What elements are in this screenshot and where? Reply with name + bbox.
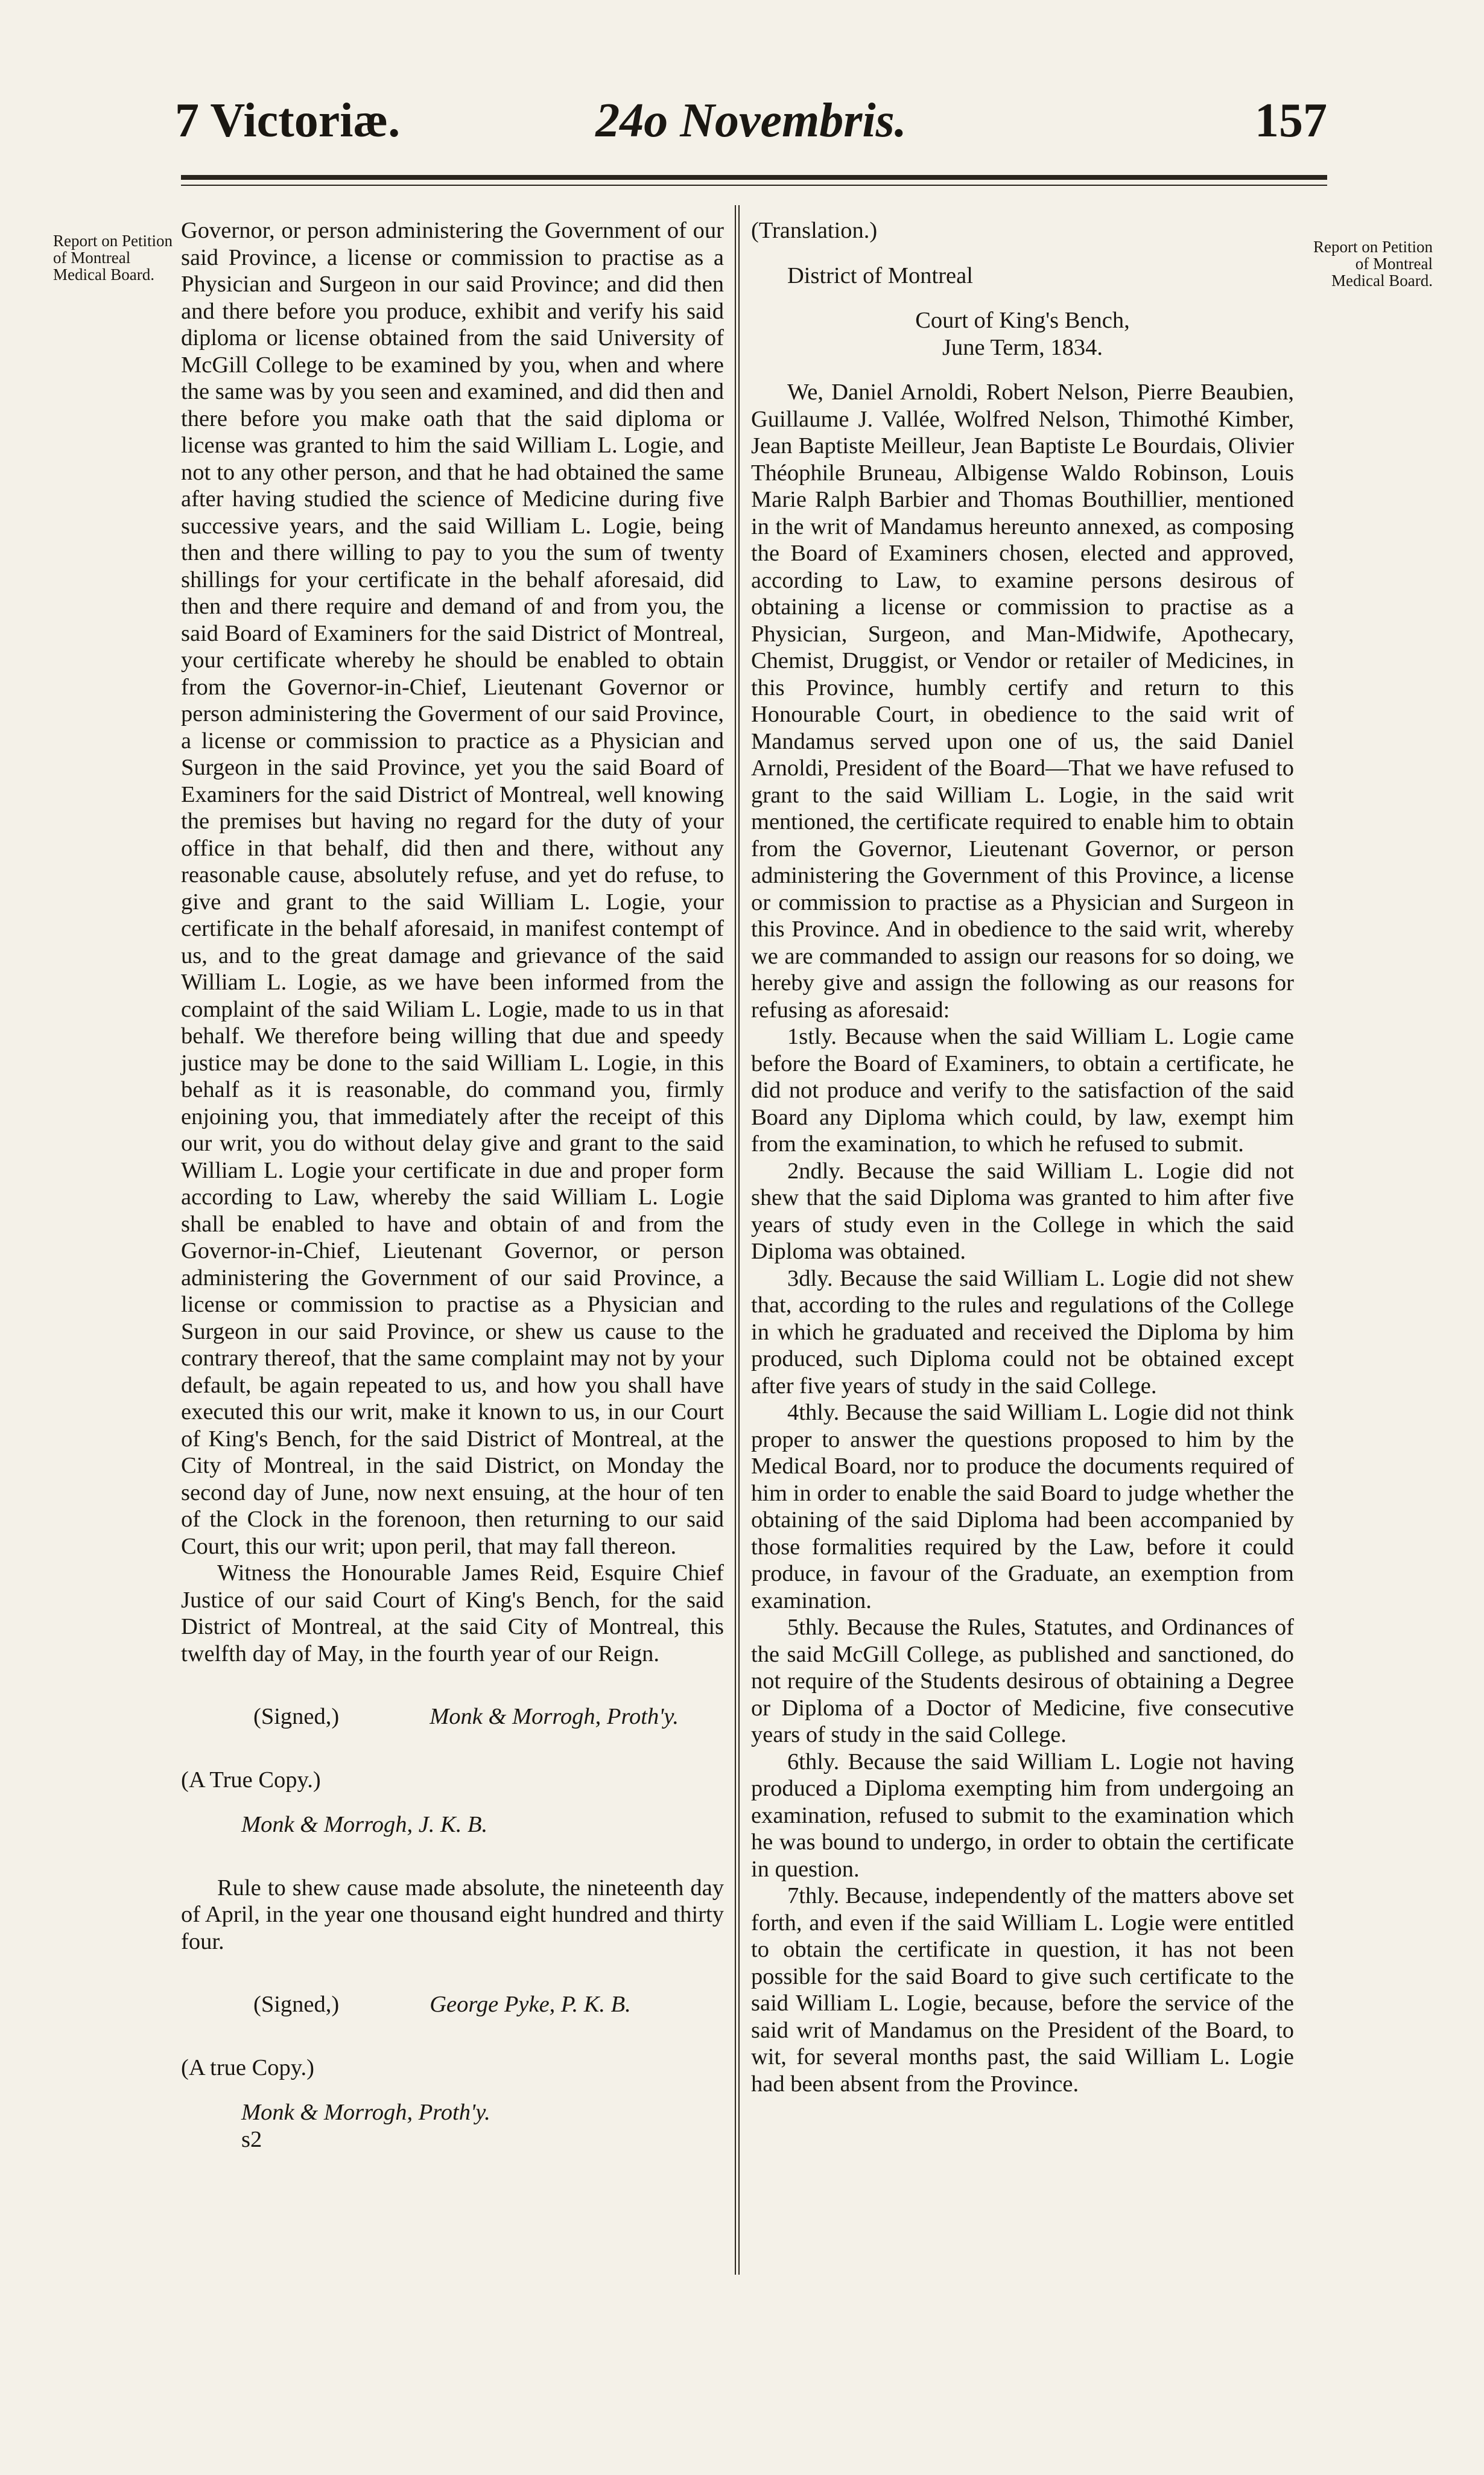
page-number: 157	[1255, 94, 1327, 147]
copy-signature: Monk & Morrogh, Proth'y.	[241, 2100, 490, 2125]
reason-item: 4thly. Because the said William L. Logie did not think proper to answer the questions proposed to him by the Medical Board, nor to produce the documents required of him in order to enable the said Board to judge whether the obtaining of the said Diploma had been accompanied by those formalities required by the Law, before it could produce, in favour of the Graduate, an exemption from examination.	[751, 1400, 1294, 1613]
signed-label: (Signed,)	[253, 1992, 340, 2017]
reason-item: 5thly. Because the Rules, Statutes, and Ordinances of the said McGill College, as published and sanctioned, do not require of the Students desirous of obtaining a Degree or Diploma of a Doctor of Medicine, five consecutive years of study in the said College.	[751, 1615, 1294, 1747]
margin-note-right: Report on Petition of Montreal Medical Board.	[1313, 238, 1433, 290]
term-line: June Term, 1834.	[942, 334, 1103, 360]
signed-name: Monk & Morrogh, Proth'y.	[430, 1704, 679, 1729]
signed-label: (Signed,)	[253, 1704, 340, 1729]
right-column	[751, 217, 1294, 2097]
column-divider	[735, 205, 740, 2275]
district-line: District of Montreal	[787, 262, 973, 288]
header-rule-thin	[181, 185, 1327, 186]
signed-line-2	[181, 1991, 724, 2018]
copy-signature: Monk & Morrogh, J. K. B.	[241, 1812, 488, 1837]
witness-paragraph: Witness the Honourable James Reid, Esquire Chief Justice of our said Court of King's Bench, for the said District of Montreal, at the said City of Montreal, this twelfth day of May, in the fourth year of our Reign.	[181, 1560, 724, 1666]
reason-item: 1stly. Because when the said William L. Logie came before the Board of Examiners, to obtain a certificate, he did not produce and verify to the satisfaction of the said Board any Diploma which could, by law, exempt him from the examination, to which he refused to submit.	[751, 1024, 1294, 1157]
reason-item: 6thly. Because the said William L. Logie not having produced a Diploma exempting him from undergoing an examination, refused to submit to the examination which he was bound to undergo, in order to obtain the certificate in question.	[751, 1749, 1294, 1882]
reason-item: 2ndly. Because the said William L. Logie did not shew that the said Diploma was granted to him after five years of study even in the College in which the said Diploma was obtained.	[751, 1158, 1294, 1264]
true-copy-label: (A True Copy.)	[181, 1767, 321, 1793]
page-header	[175, 91, 1327, 163]
header-date: 24o Novembris.	[595, 94, 907, 147]
margin-note-left: Report on Petition of Montreal Medical Board.	[53, 232, 173, 284]
translation-label: (Translation.)	[751, 218, 878, 243]
left-column	[181, 217, 724, 2153]
header-rule-thick	[181, 175, 1327, 180]
true-copy-label: (A true Copy.)	[181, 2054, 314, 2080]
return-paragraph: We, Daniel Arnoldi, Robert Nelson, Pierre Beaubien, Guillaume J. Vallée, Wolfred Nelson, Thimothé Kimber, Jean Baptiste Meilleur, Jean Baptiste Le Bourdais, Olivier Théophile Bruneau, Albigense Waldo Robinson, Louis Marie Ralph Barbier and Thomas Bouthillier, mentioned in the writ of Mandamus hereunto annexed, as composing the Board of Examiners chosen, elected and approved, according to Law, to examine persons desirous of obtaining a license or commission to practise as a Physician, Surgeon, and Man-Midwife, Apothecary, Chemist, Druggist, or Vendor or retailer of Medicines, in this Province, humbly certify and return to this Honourable Court, in obedience to the said writ of Mandamus served upon one of us, the said Daniel Arnoldi, President of the Board—That we have refused to grant to the said William L. Logie, in the said writ mentioned, the certificate required to enable him to obtain from the Governor, Lieutenant Governor, or person administering the Government of this Province, a license or commission to practise as a Physician and Surgeon in this Province. And in obedience to the said writ, whereby we are commanded to assign our reasons for so doing, we hereby give and assign the following as our reasons for refusing as aforesaid:	[751, 380, 1294, 1023]
reason-item: 7thly. Because, independently of the matters above set forth, and even if the said William L. Logie were entitled to obtain the certificate in question, it has not been possible for the said Board to give such certificate to the said William L. Logie, because, before the service of the said writ of Mandamus on the President of the Board, to wit, for several months past, the said William L. Logie had been absent from the Province.	[751, 1883, 1294, 2097]
rule-paragraph: Rule to shew cause made absolute, the nineteenth day of April, in the year one thousand eight hundred and thirty four.	[181, 1875, 724, 1954]
writ-body: Governor, or person administering the Government of our said Province, a license or commission to practise as a Physician and Surgeon in our said Province; and did then and there before you produce, exhibit and verify his said diploma or license obtained from the said University of McGill College to be examined by you, when and where the same was by you seen and examined, and did then and there before you make oath that the said diploma or license was granted to him the said William L. Logie, and not to any other person, and that he had obtained the same after having studied the science of Medicine during five successive years, and the said William L. Logie, being then and there willing to pay to you the sum of twenty shillings for your certificate in the behalf aforesaid, did then and there require and demand of and from you, the said Board of Examiners for the said District of Montreal, your certificate whereby he should be enabled to obtain from the Governor-in-Chief, Lieutenant Governor or person administering the Goverment of our said Province, a license or commission to practice as a Physician and Surgeon in the said Province, yet you the said Board of Examiners for the said District of Montreal, well knowing the premises but having no regard for the duty of your office in that behalf, did then and there, without any reasonable cause, absolutely refuse, and yet do refuse, to give and grant to the said William L. Logie, your certificate in the behalf aforesaid, in manifest contempt of us, and to the great damage and grievance of the said William L. Logie, as we have been informed from the complaint of the said Wiliam L. Logie, made to us in that behalf. We therefore being willing that due and speedy justice may be done to the said William L. Logie, in this behalf as it is reasonable, do command you, firmly enjoining you, that immediately after the receipt of this our writ, you do without delay give and grant to the said William L. Logie your certificate in due and proper form according to Law, whereby the said William L. Logie shall be enabled to have and obtain of and from the Governor-in-Chief, Lieutenant Governor, or person administering the Government of our said Province, a license or commission to practise as a Physician and Surgeon in our said Province, or shew us cause to the contrary thereof, that the same complaint may not by your default, be again repeated to us, and how you shall have executed this our writ, make it known to us, in our Court of King's Bench, for the said District of Montreal, at the City of Montreal, in the said District, on Monday the second day of June, now next ensuing, at the hour of ten of the Clock in the forenoon, then returning to our said Court, this our writ; upon peril, that may fall thereon.	[181, 218, 724, 1559]
signature-mark: s2	[241, 2126, 262, 2152]
court-line: Court of King's Bench,	[915, 308, 1130, 333]
reason-item: 3dly. Because the said William L. Logie did not shew that, according to the rules and regulations of the College in which he graduated and received the Diploma by him produced, such Diploma could not be obtained except after five years of study in the said College.	[751, 1265, 1294, 1399]
header-regnal-year: 7 Victoriæ.	[175, 94, 401, 147]
signed-name: George Pyke, P. K. B.	[430, 1992, 631, 2017]
signed-line-1	[181, 1703, 724, 1730]
